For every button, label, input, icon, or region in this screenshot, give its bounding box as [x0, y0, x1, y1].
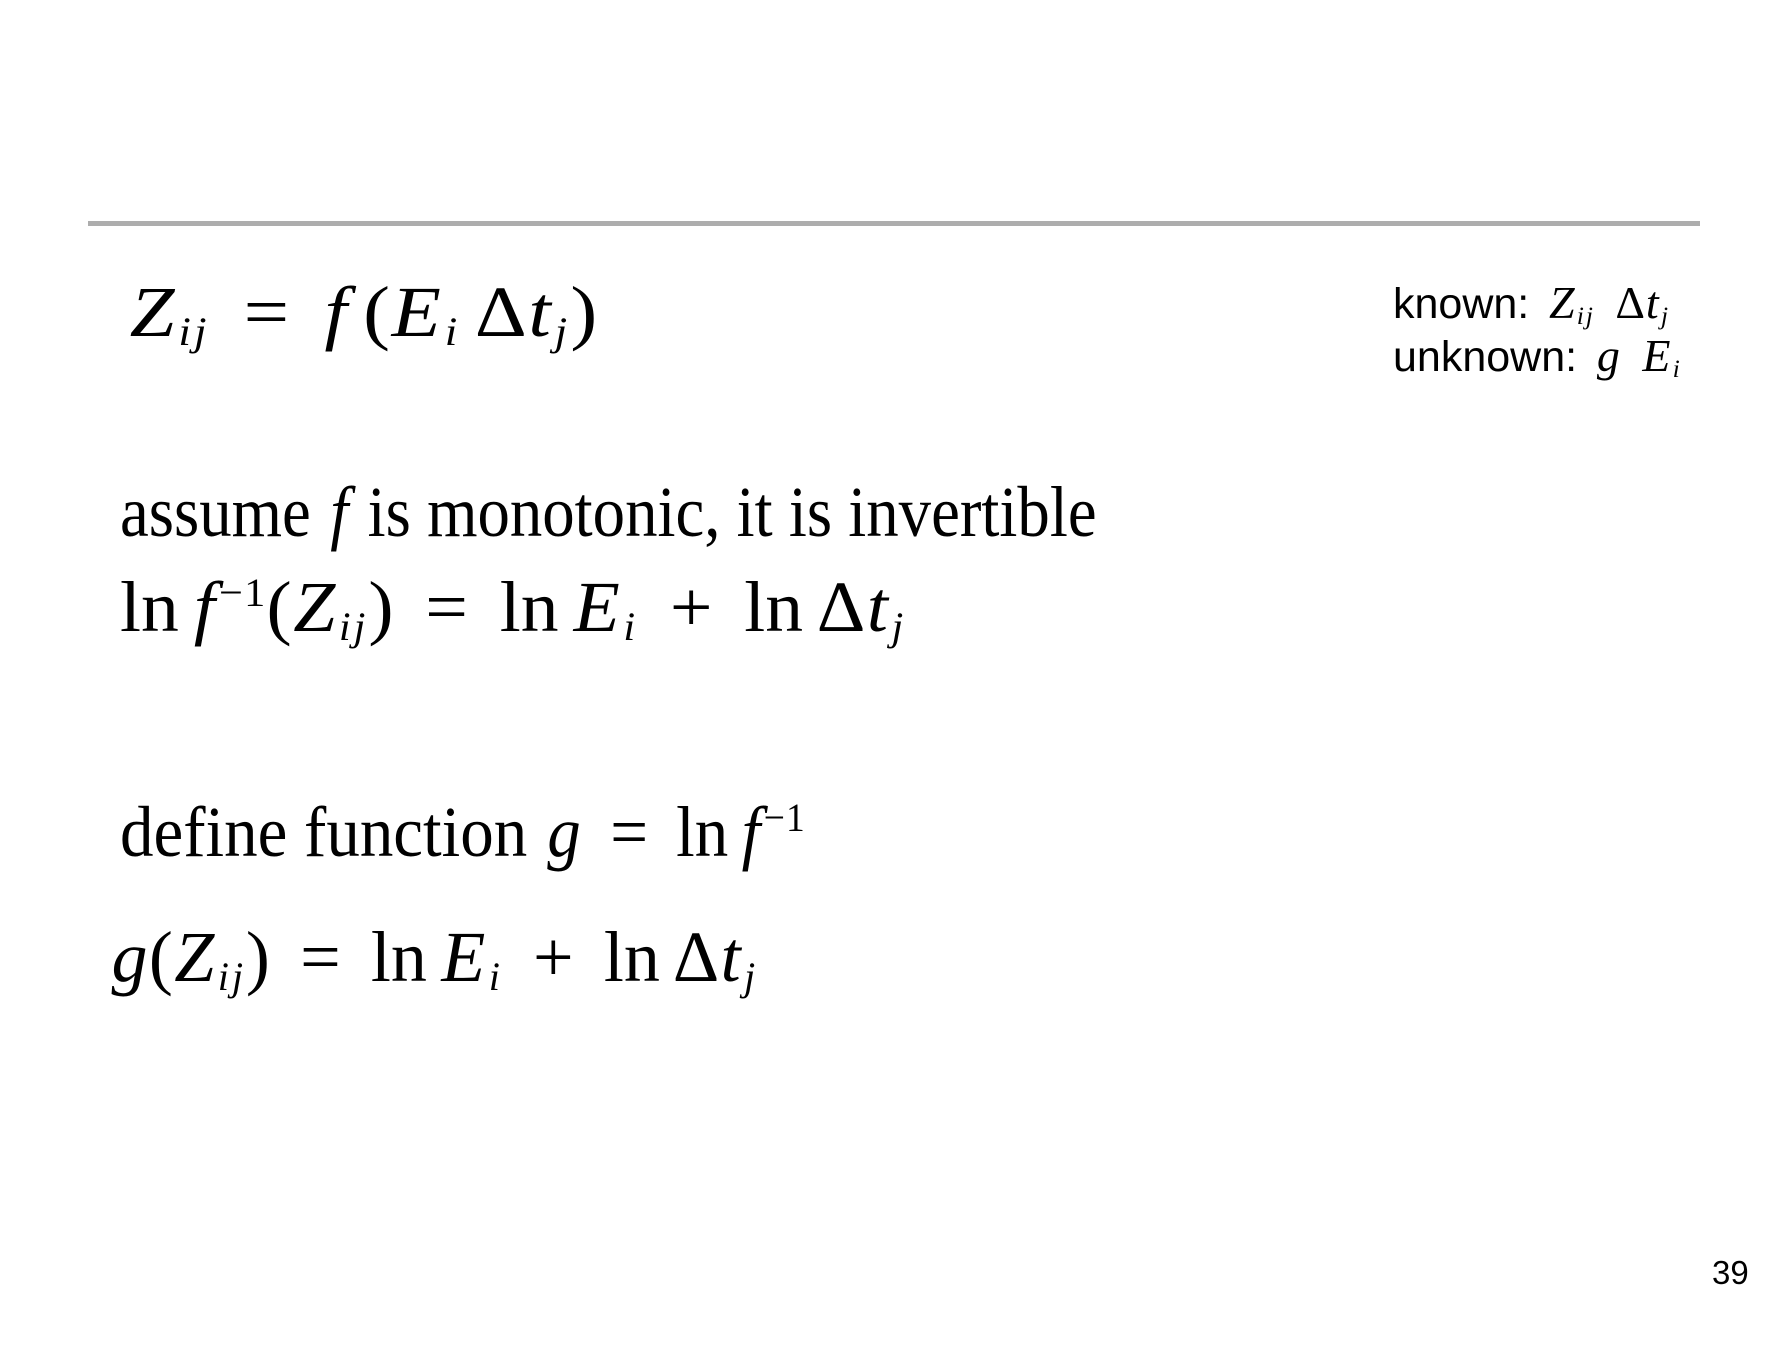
unknown-math: g Ei	[1596, 330, 1682, 383]
equation-main-math: Zij = f (Ei Δtj)	[129, 272, 598, 354]
known-unknown-legend	[1393, 276, 1682, 382]
unknown-label: unknown:	[1393, 333, 1578, 381]
known-math: Zij Δtj	[1549, 277, 1670, 330]
divider-rule	[88, 221, 1700, 226]
equation-log-inverse	[120, 562, 907, 652]
define-sentence	[120, 787, 858, 877]
equation-g	[110, 912, 758, 1002]
define-sentence-text: define function $g = \ln f^{-1}$	[120, 792, 806, 872]
legend-row-unknown	[1393, 329, 1682, 382]
equation-main	[128, 267, 598, 357]
assume-sentence-text: assume f is monotonic, it is invertible	[120, 472, 1097, 552]
page-number: 39	[1712, 1254, 1749, 1291]
known-label: known:	[1393, 280, 1530, 328]
legend-row-known	[1393, 276, 1682, 329]
equation-g-math: g(Zij) = ln Ei + ln Δtj	[111, 917, 759, 999]
assume-sentence	[120, 467, 1205, 557]
equation-log-inverse-math: ln f $^{-1}$(Zij) = ln Ei + ln Δtj	[120, 567, 907, 649]
